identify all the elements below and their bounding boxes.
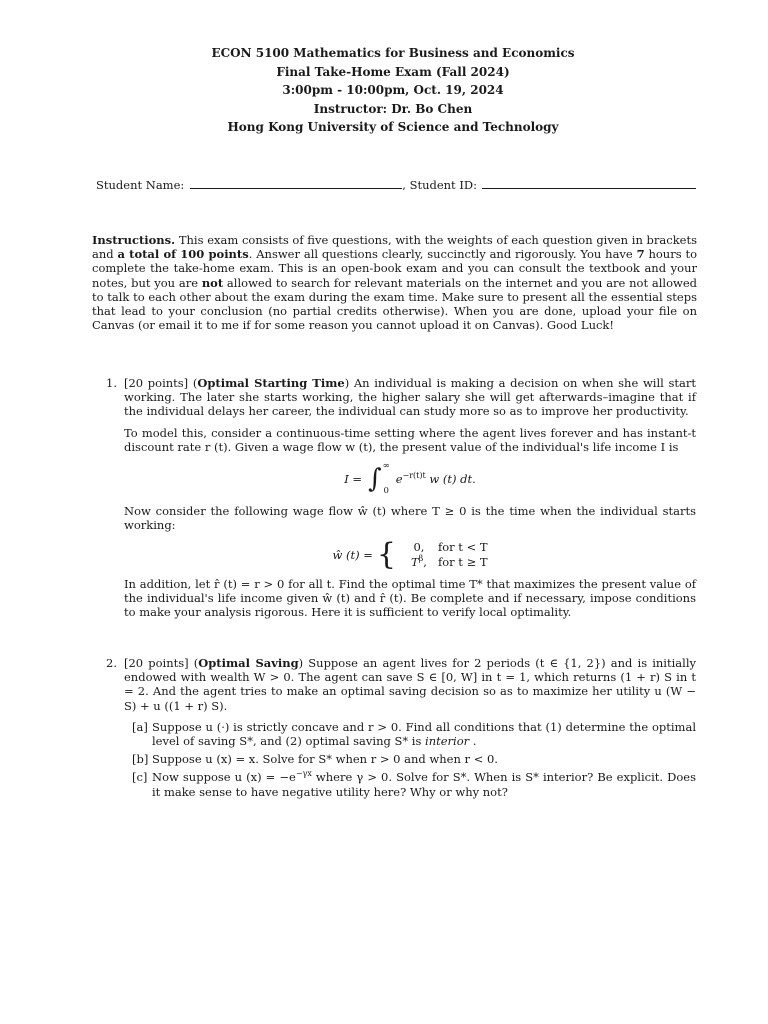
question-2 [106,656,696,803]
subpart-c-exponent: −γx [295,769,312,779]
student-id-label: , Student ID: [402,178,477,192]
eq1-lhs: I = [344,471,363,486]
question-1-model: To model this, consider a continuous-time setting where the agent lives forever and has instant-t discount rate r (t). Given a wage flow w (t), the present value of the individual's life income I is [124,425,696,454]
subpart-b-label: [b] [132,752,149,767]
eq2-case2-value [400,555,438,569]
subpart-a [132,720,696,748]
question-2-body [124,656,696,799]
course-title: ECON 5100 Mathematics for Business and Economics [211,46,575,60]
eq2-case1-condition: for t < T [437,540,488,555]
eq1-upper-limit: ∞ [382,461,390,472]
question-2-points: [20 points] ( [124,656,199,670]
subpart-c-text-end: where γ > 0. Solve for S*. When is S* interior? Be explicit. Does it make sense to have negative utility here? Why or why not? [152,770,696,799]
student-id-blank [482,177,696,189]
question-1-title: Optimal Starting Time [197,376,345,390]
instructions-text-4: allowed to search for relevant materials on the internet and you are not allowed to talk to each other about the exam during the exam time. Make sure to present all the essential steps that lead to your conclusion (no partial credits otherwise). When you are done, upload your file on Canvas (or email it to me if for some reason you cannot upload it on Canvas). Good Luck! [92,275,698,333]
question-1-task: In addition, let r̂ (t) = r > 0 for all t. Find the optimal time T* that maximizes the present value of the individual's life income given ŵ (t) and r̂ (t). Be complete and if necessary, impose conditions to make your analysis rigorous. Here it is sufficient to verify local optimality. [124,576,696,620]
question-1-points: [20 points] ( [124,376,198,390]
question-2-number: 2. [106,656,117,670]
exam-header [0,44,768,137]
instructions-bold-hours: 7 [636,247,645,262]
university: Hong Kong University of Science and Technology [227,120,559,134]
subpart-b [132,752,696,766]
question-1-body [124,376,696,619]
eq2-case2-exp: β [418,553,424,563]
question-2-intro [124,656,696,713]
question-1-intro-text: ) An individual is making a decision on when she will start working. The later she starts working, the higher salary she will get afterwards–imagine that if the individual delays her career, the individual can study more so as to improve her productivity. [124,376,696,419]
instructor: Instructor: Dr. Bo Chen [313,101,473,116]
instructions-bold-not: not [201,275,224,290]
instructions-text-2: . Answer all questions clearly, succinctly and rigorously. You have [248,247,637,262]
eq1-lower-limit: 0 [383,486,389,497]
subpart-b-text: Suppose u (x) = x. Solve for S* when r > 0 and when r < 0. [152,752,498,767]
instructions-bold-points: a total of 100 points [117,247,249,262]
student-info-line [96,177,696,192]
subpart-c-text: Now suppose u (x) = −e [152,770,296,785]
eq2-case1-value: 0, [413,540,425,555]
subpart-a-text: Suppose u (·) is strictly concave and r > 0. Find all conditions that (1) determine the optimal level of saving S*, and (2) optimal saving S* is [152,719,696,749]
exam-title: Final Take-Home Exam (Fall 2024) [276,64,510,79]
question-1-number: 1. [106,376,117,390]
present-value-equation [124,462,696,496]
subpart-c-label: [c] [132,770,148,785]
question-1-wage-flow: Now consider the following wage flow ŵ (t) where T ≥ 0 is the time when the individual starts working: [124,504,696,533]
student-name-label: Student Name: [96,178,185,192]
eq1-rest: w (t) dt. [429,471,476,486]
instructions-text-1: This exam consists of five questions, with the weights of each question given in brackets and [92,233,697,262]
instructions-paragraph [92,233,697,332]
eq2-lhs: ŵ (t) = [332,547,373,562]
exam-time: 3:00pm - 10:00pm, Oct. 19, 2024 [282,83,504,97]
subpart-a-emphasis: interior [425,734,470,749]
question-1 [106,376,696,626]
subpart-c [132,770,696,798]
subpart-a-label: [a] [132,719,148,734]
integral-sign: ∫ ∞ 0 [368,461,390,497]
question-2-title: Optimal Saving [198,656,299,670]
subpart-a-text-end: . [469,734,477,749]
question-2-subparts [132,720,696,799]
eq1-integrand: e [395,471,403,486]
student-name-blank [190,177,402,189]
instructions-text-3: hours to complete the take-home exam. This is an open-book exam and you can consult the textbook and your notes, but you are [92,247,697,290]
wage-flow-equation [124,536,696,572]
eq2-case2-comma: , [423,554,427,569]
instructions-heading: Instructions. [92,233,176,247]
left-brace: { [376,536,396,572]
eq2-case2-base: T [410,554,419,569]
eq1-exponent: −r(t)t [402,471,426,481]
question-1-intro [124,376,696,419]
eq2-case2-condition: for t ≥ T [437,554,488,569]
question-2-intro-text: ) Suppose an agent lives for 2 periods (t ∈ {1, 2}) and is initially endowed with wealth W > 0. The agent can save S ∈ [0, W] in t = 1, which returns (1 + r) S in t = 2. And the agent tries to make an optimal saving decision so as to maximize her utility u (W − S) + u ((1 + r) S). [124,656,696,713]
